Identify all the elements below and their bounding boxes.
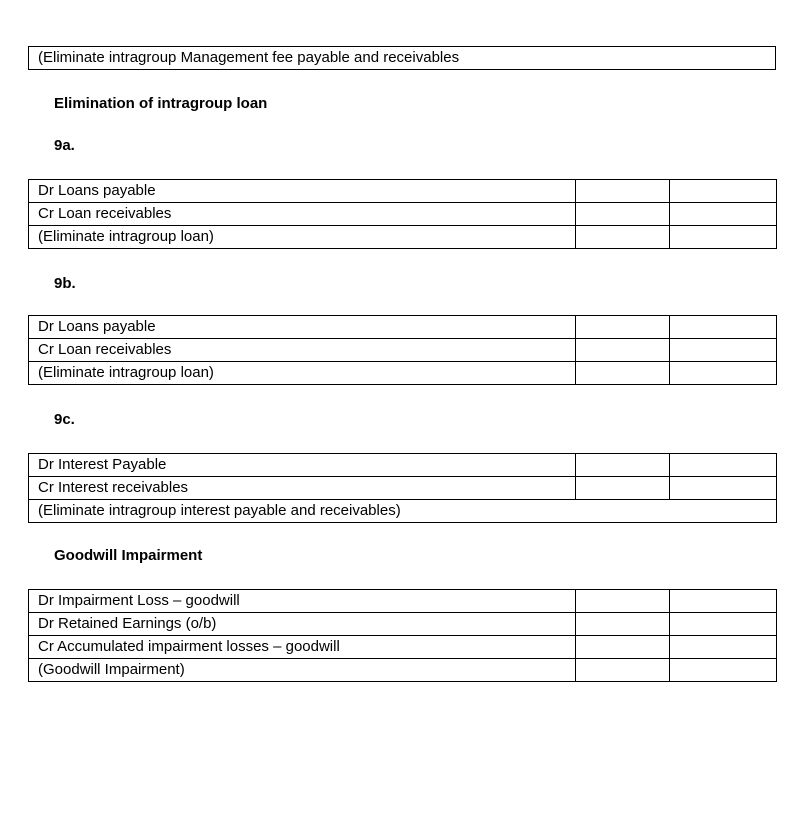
journal-line: Dr Retained Earnings (o/b) (29, 613, 576, 636)
journal-table-9b (28, 315, 777, 385)
table-row (29, 203, 777, 226)
debit-cell[interactable] (576, 362, 670, 385)
entry-label-9a: 9a. (54, 137, 75, 154)
journal-line: Dr Loans payable (29, 316, 576, 339)
debit-cell[interactable] (576, 613, 670, 636)
journal-line: Dr Interest Payable (29, 454, 576, 477)
table-row (29, 500, 777, 523)
credit-cell[interactable] (670, 180, 777, 203)
credit-cell[interactable] (670, 362, 777, 385)
journal-table-goodwill (28, 589, 777, 682)
debit-cell[interactable] (576, 590, 670, 613)
journal-narration: (Eliminate intragroup interest payable and receivables) (29, 500, 777, 523)
journal-line: Cr Interest receivables (29, 477, 576, 500)
entry-label-9b: 9b. (54, 275, 76, 292)
table-row (29, 590, 777, 613)
table-row (29, 339, 777, 362)
debit-cell[interactable] (576, 203, 670, 226)
credit-cell[interactable] (670, 203, 777, 226)
table-row (29, 477, 777, 500)
section-title-goodwill: Goodwill Impairment (54, 547, 203, 564)
table-row (29, 454, 777, 477)
credit-cell[interactable] (670, 590, 777, 613)
entry-label-9c: 9c. (54, 411, 75, 428)
table-row (29, 47, 776, 70)
credit-cell[interactable] (670, 636, 777, 659)
journal-narration: (Eliminate intragroup loan) (29, 226, 576, 249)
credit-cell[interactable] (670, 226, 777, 249)
debit-cell[interactable] (576, 316, 670, 339)
credit-cell[interactable] (670, 613, 777, 636)
journal-line: Dr Impairment Loss – goodwill (29, 590, 576, 613)
credit-cell[interactable] (670, 454, 777, 477)
debit-cell[interactable] (576, 636, 670, 659)
management-fee-note-table (28, 46, 776, 70)
debit-cell[interactable] (576, 226, 670, 249)
table-row (29, 316, 777, 339)
journal-line: Dr Loans payable (29, 180, 576, 203)
section-title-loan: Elimination of intragroup loan (54, 95, 268, 112)
journal-line: Cr Loan receivables (29, 203, 576, 226)
credit-cell[interactable] (670, 316, 777, 339)
journal-table-9a (28, 179, 777, 249)
journal-narration: (Eliminate intragroup loan) (29, 362, 576, 385)
credit-cell[interactable] (670, 477, 777, 500)
journal-line: Cr Loan receivables (29, 339, 576, 362)
debit-cell[interactable] (576, 659, 670, 682)
journal-narration: (Goodwill Impairment) (29, 659, 576, 682)
credit-cell[interactable] (670, 659, 777, 682)
debit-cell[interactable] (576, 454, 670, 477)
credit-cell[interactable] (670, 339, 777, 362)
debit-cell[interactable] (576, 477, 670, 500)
journal-line: Cr Accumulated impairment losses – goodwill (29, 636, 576, 659)
table-row (29, 659, 777, 682)
table-row (29, 180, 777, 203)
debit-cell[interactable] (576, 180, 670, 203)
table-row (29, 613, 777, 636)
debit-cell[interactable] (576, 339, 670, 362)
table-row (29, 362, 777, 385)
table-row (29, 636, 777, 659)
management-fee-note: (Eliminate intragroup Management fee payable and receivables (29, 47, 776, 70)
table-row (29, 226, 777, 249)
journal-table-9c (28, 453, 777, 523)
